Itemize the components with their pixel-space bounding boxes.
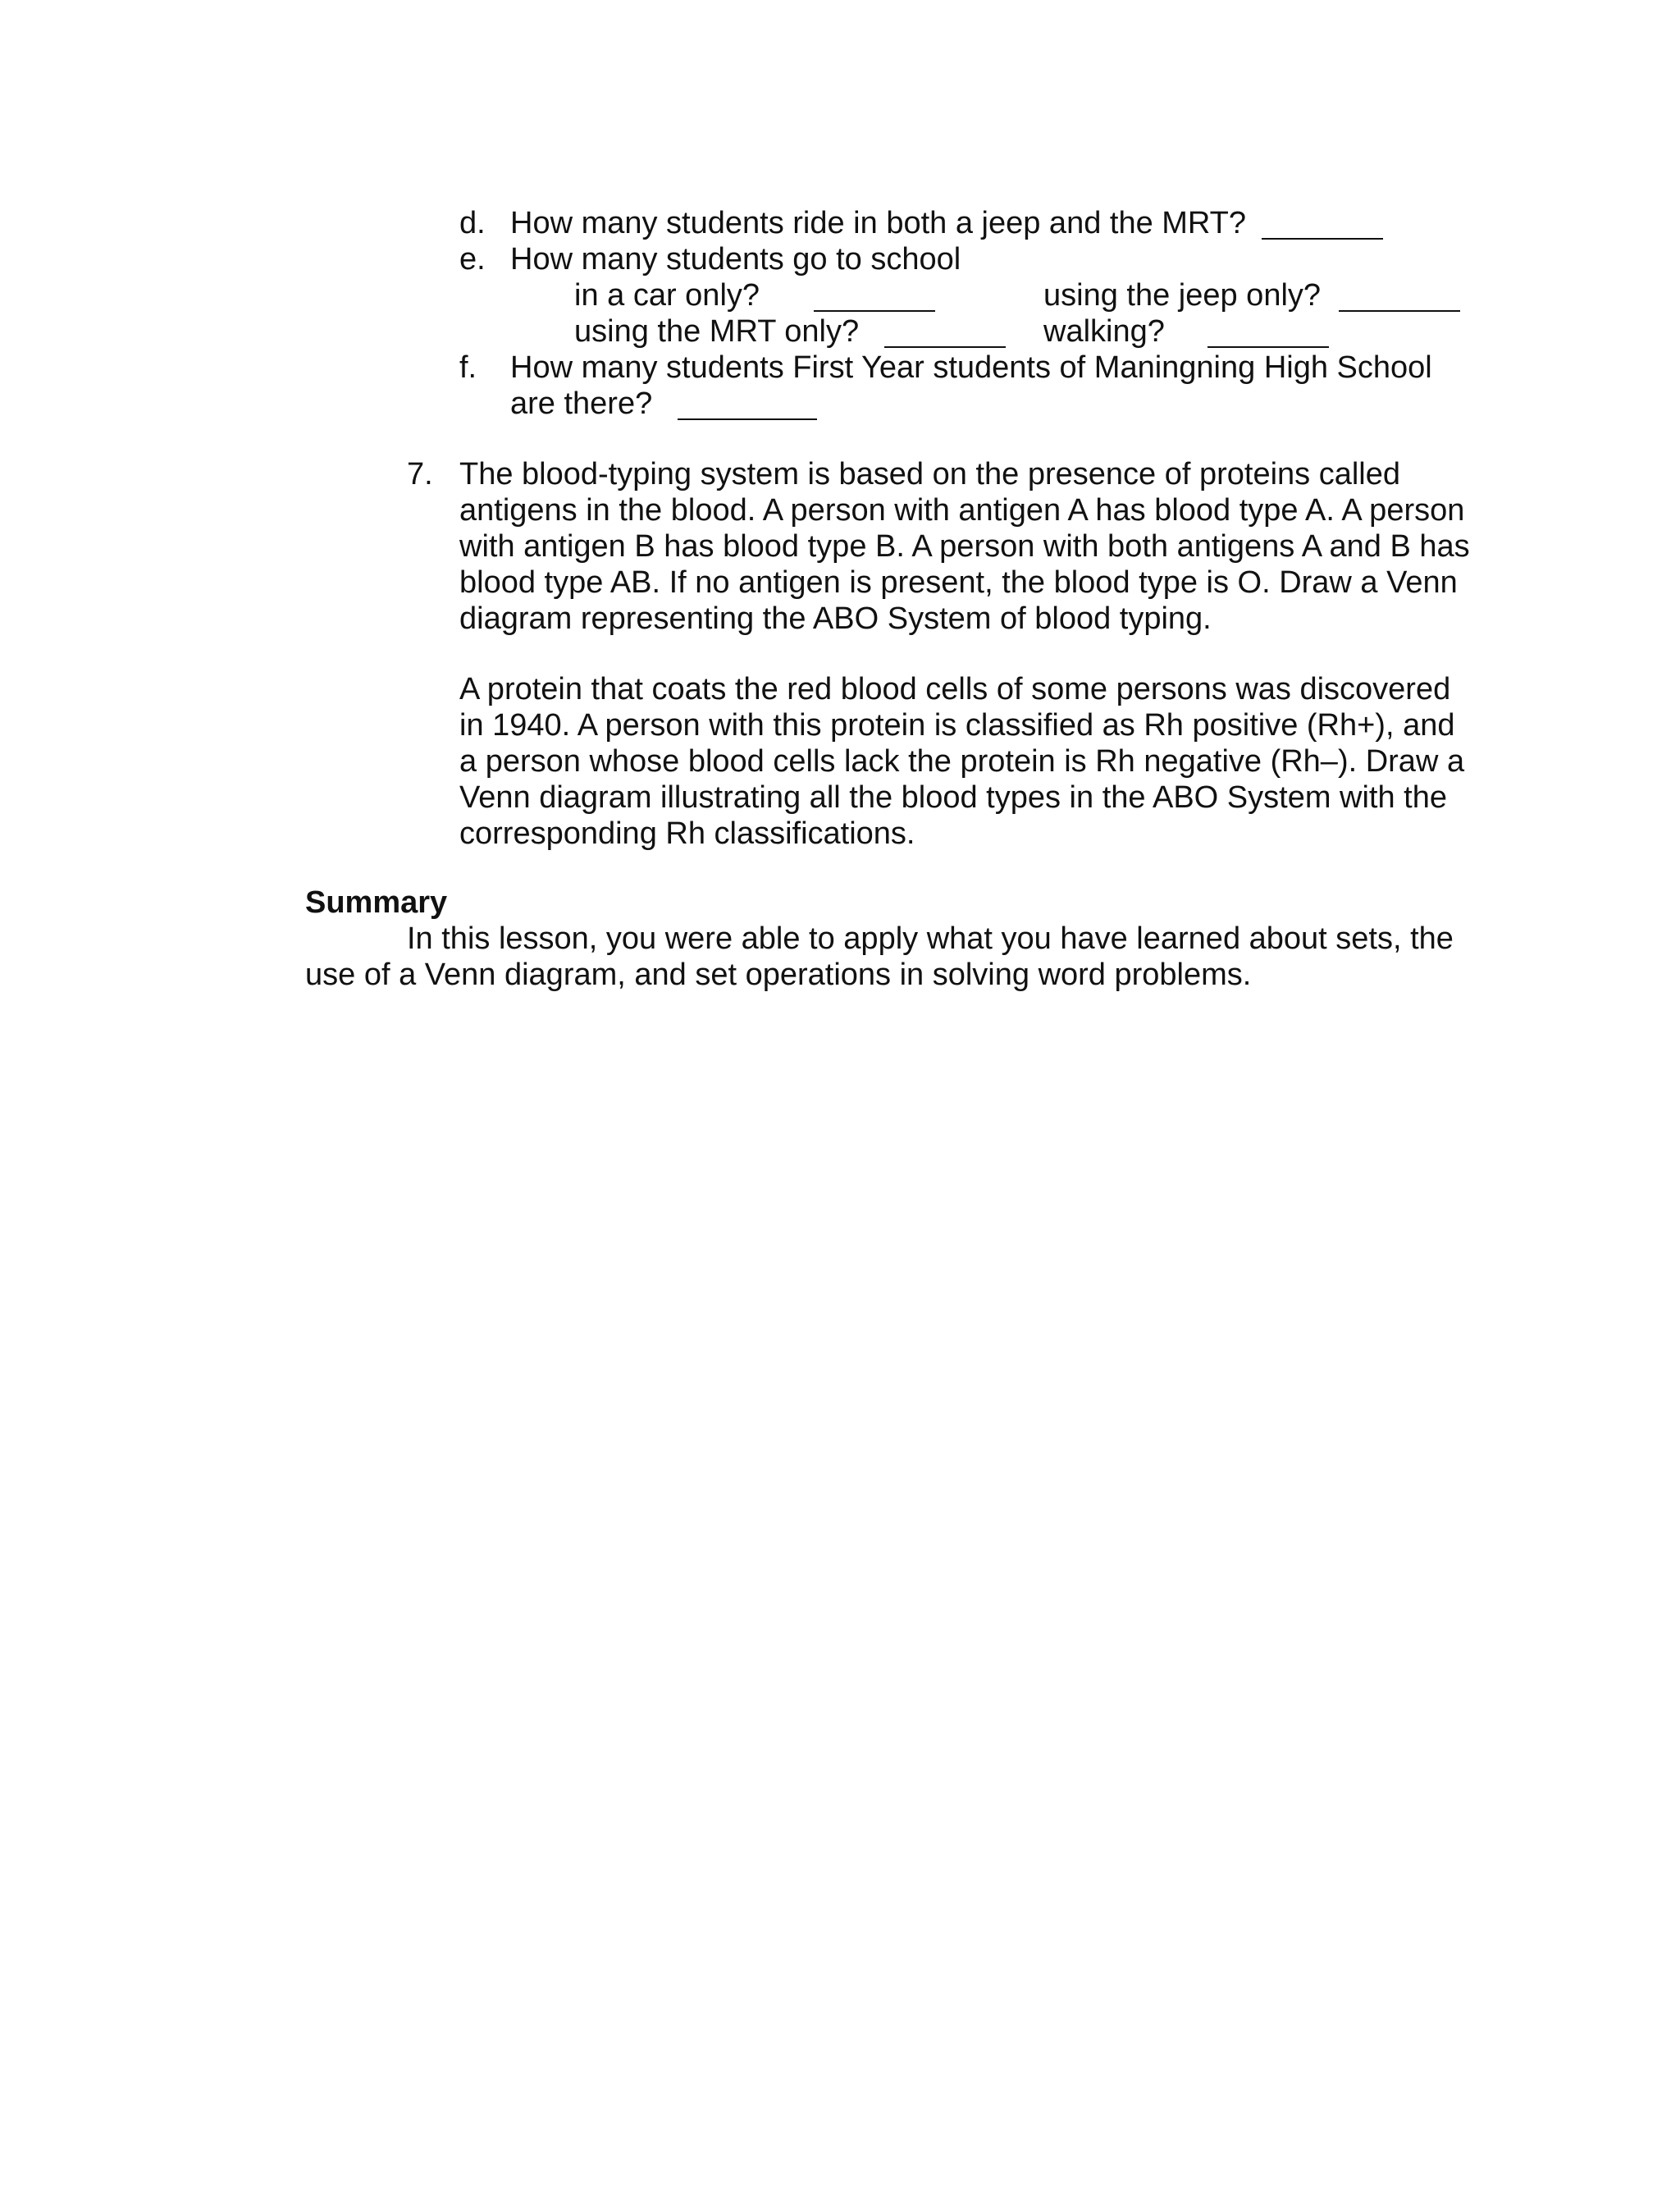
item-f-question-line2: are there?	[510, 386, 653, 421]
item-e-car-only-blank	[814, 310, 935, 312]
item-7-p1-line: The blood-typing system is based on the presence of proteins called	[459, 457, 1400, 491]
item-7-p2-line: in 1940. A person with this protein is classified as Rh positive (Rh+), and	[459, 708, 1455, 743]
summary-heading: Summary	[305, 885, 448, 920]
summary-line: use of a Venn diagram, and set operations in solving word problems.	[305, 958, 1252, 992]
item-e-walking-blank	[1208, 346, 1329, 348]
item-7-p1-line: antigens in the blood. A person with antigen A has blood type A. A person	[459, 493, 1465, 528]
item-e-question: How many students go to school	[510, 242, 961, 277]
item-d-question: How many students ride in both a jeep and the MRT?	[510, 206, 1247, 240]
item-f-marker: f.	[459, 350, 477, 385]
item-7-p1-line: with antigen B has blood type B. A person with both antigens A and B has	[459, 529, 1470, 564]
item-f-question-line1: How many students First Year students of Maningning High School	[510, 350, 1432, 385]
item-d-marker: d.	[459, 206, 486, 240]
item-7-p1-line: diagram representing the ABO System of blood typing.	[459, 601, 1212, 636]
item-e-jeep-only: using the jeep only?	[1043, 278, 1322, 313]
item-d-answer-blank	[1262, 238, 1383, 240]
item-e-mrt-only-blank	[884, 346, 1006, 348]
summary-line: In this lesson, you were able to apply what you have learned about sets, the	[407, 921, 1454, 956]
item-7-p2-line: corresponding Rh classifications.	[459, 816, 915, 851]
item-e-marker: e.	[459, 242, 486, 277]
item-7-p2-line: A protein that coats the red blood cells of some persons was discovered	[459, 672, 1451, 706]
item-7-p2-line: a person whose blood cells lack the protein is Rh negative (Rh–). Draw a	[459, 744, 1465, 779]
item-e-jeep-only-blank	[1339, 310, 1460, 312]
item-7-p2-line: Venn diagram illustrating all the blood types in the ABO System with the	[459, 780, 1447, 815]
item-7-marker: 7.	[407, 457, 433, 491]
item-f-answer-blank	[678, 418, 817, 420]
item-7-p1-line: blood type AB. If no antigen is present, the blood type is O. Draw a Venn	[459, 565, 1458, 600]
item-e-walking: walking?	[1043, 314, 1165, 349]
item-e-car-only: in a car only?	[574, 278, 760, 313]
item-e-mrt-only: using the MRT only?	[574, 314, 860, 349]
